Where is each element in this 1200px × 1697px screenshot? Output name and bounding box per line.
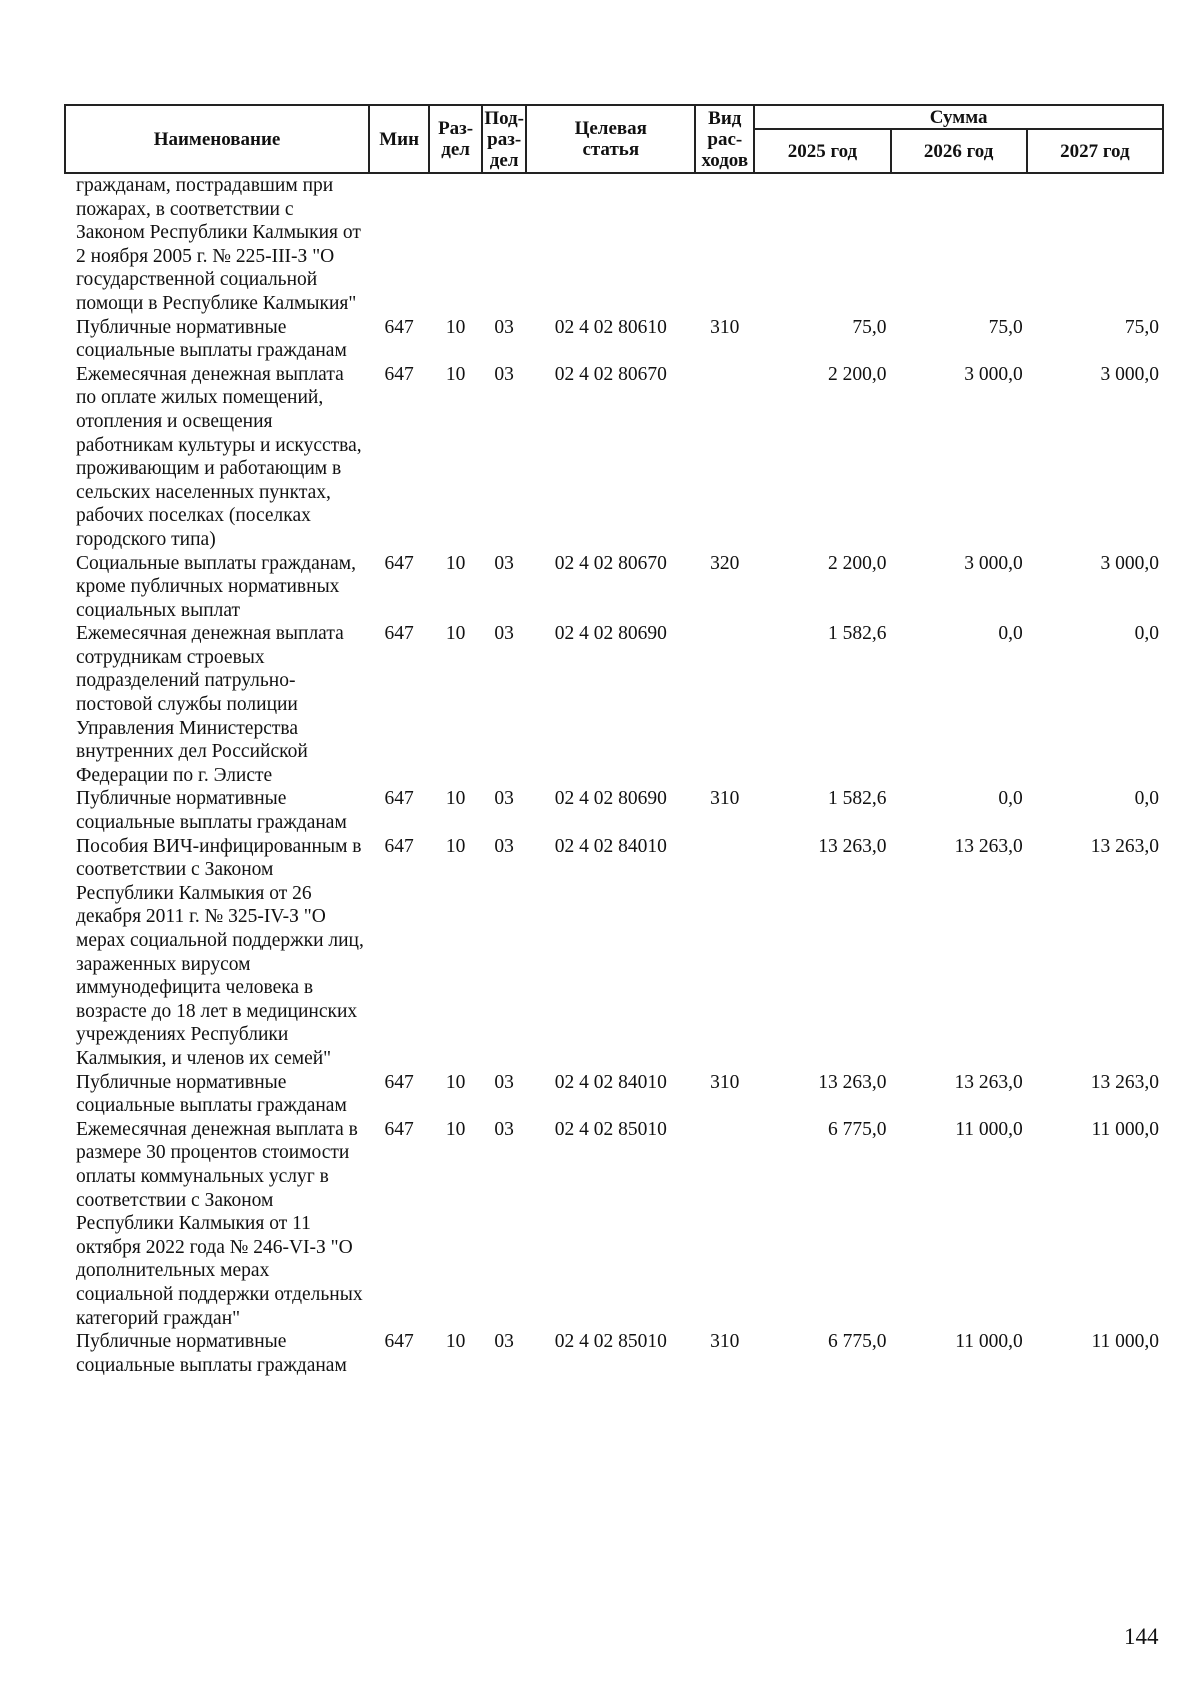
table-row: [65, 787, 1163, 834]
row-min: 647: [384, 623, 414, 645]
table-row: [65, 1071, 1163, 1118]
row-sum-2026: 13 263,0: [954, 835, 1023, 857]
row-tselevaya: 02 4 02 80690: [554, 623, 667, 645]
row-sum-2025: 75,0: [852, 316, 887, 338]
row-vid: 310: [710, 788, 740, 810]
row-sum-2025: 6 775,0: [828, 1331, 887, 1353]
table-row: [65, 173, 1163, 316]
row-min: 647: [384, 1118, 414, 1140]
row-min: 647: [384, 363, 414, 385]
header-vid: Вид рас- ходов: [695, 105, 754, 173]
row-sum-2025: 13 263,0: [818, 835, 887, 857]
row-podrazdel: [482, 173, 526, 316]
row-podrazdel: 03: [494, 1331, 514, 1353]
row-sum-2026: 3 000,0: [964, 363, 1023, 385]
row-vid: [695, 622, 754, 787]
row-min: 647: [384, 835, 414, 857]
budget-table: [64, 104, 1164, 1377]
row-min: 647: [384, 788, 414, 810]
header-summa: Сумма: [754, 105, 1163, 129]
row-sum-2026: 11 000,0: [955, 1331, 1023, 1353]
row-sum-2025: 13 263,0: [818, 1071, 887, 1093]
row-podrazdel: 03: [494, 623, 514, 645]
row-razdel: 10: [445, 1331, 466, 1353]
row-vid: 310: [710, 1331, 740, 1353]
row-sum-2027: 11 000,0: [1091, 1331, 1159, 1353]
row-razdel: 10: [445, 788, 466, 810]
row-tselevaya: [526, 173, 695, 316]
row-name: Ежемесячная денежная выплата сотрудникам строевых подразделений патрульно-постовой службы полиции Управления Министерства внутренних дел Российской Федерации по г. Элисте: [76, 623, 344, 786]
page-number: 144: [1124, 1624, 1159, 1649]
row-sum-2025: 2 200,0: [828, 552, 887, 574]
row-podrazdel: 03: [494, 788, 514, 810]
row-name: Пособия ВИЧ-инфицированным в соответствии с Законом Республики Калмыкия от 26 декабря 2011 г. № 325-IV-З "О мерах социальной поддержки лиц, зараженных вирусом иммунодефицита человека в возрасте до 18 лет в медицинских учреждениях Республики Калмыкия, и членов их семей": [76, 835, 364, 1069]
row-razdel: 10: [445, 835, 466, 857]
row-vid: 320: [710, 552, 740, 574]
row-podrazdel: 03: [494, 835, 514, 857]
document-page: [64, 104, 1164, 1377]
table-row: [65, 363, 1163, 552]
row-sum-2025: 1 582,6: [828, 788, 887, 810]
row-min: 647: [384, 552, 414, 574]
row-sum-2025: 1 582,6: [828, 623, 887, 645]
row-razdel: 10: [445, 623, 466, 645]
header-podrazdel: Под- раз- дел: [482, 105, 526, 173]
row-vid: [695, 835, 754, 1071]
row-sum-2027: 11 000,0: [1091, 1118, 1159, 1140]
table-row: [65, 1330, 1163, 1377]
row-sum-2027: 0,0: [1134, 788, 1159, 810]
row-name: Публичные нормативные социальные выплаты гражданам: [76, 1071, 347, 1117]
header-2026: 2026 год: [891, 129, 1027, 173]
row-sum-2027: 3 000,0: [1100, 363, 1159, 385]
row-sum-2026: 0,0: [998, 623, 1023, 645]
row-name: Социальные выплаты гражданам, кроме публичных нормативных социальных выплат: [76, 552, 357, 621]
row-tselevaya: 02 4 02 80610: [554, 316, 667, 338]
row-tselevaya: 02 4 02 80670: [554, 552, 667, 574]
row-vid: 310: [710, 316, 740, 338]
row-vid: [695, 173, 754, 316]
table-header: [65, 105, 1163, 173]
row-podrazdel: 03: [494, 363, 514, 385]
row-sum-2026: 11 000,0: [955, 1118, 1023, 1140]
row-vid: 310: [710, 1071, 740, 1093]
row-sum-2025: 6 775,0: [828, 1118, 887, 1140]
header-razdel: Раз- дел: [429, 105, 482, 173]
row-vid: [695, 1118, 754, 1330]
row-sum-2026: 13 263,0: [954, 1071, 1023, 1093]
table-row: [65, 835, 1163, 1071]
row-sum-2026: 0,0: [998, 788, 1023, 810]
row-name: Публичные нормативные социальные выплаты гражданам: [76, 788, 347, 834]
table-row: [65, 316, 1163, 363]
row-razdel: 10: [445, 363, 466, 385]
row-sum-2027: 3 000,0: [1100, 552, 1159, 574]
row-min: 647: [384, 1071, 414, 1093]
row-name: Ежемесячная денежная выплата в размере 30 процентов стоимости оплаты коммунальных услуг в соответствии с Законом Республики Калмыкия от 11 октября 2022 года № 246-VI-З "О дополнительных мерах социальной поддержки отдельных категорий граждан": [76, 1118, 363, 1329]
table-row: [65, 1118, 1163, 1330]
row-tselevaya: 02 4 02 80670: [554, 363, 667, 385]
row-vid: [695, 363, 754, 552]
row-sum-2027: 13 263,0: [1090, 835, 1159, 857]
row-sum-2026: [891, 173, 1027, 316]
table-row: [65, 552, 1163, 623]
row-name: гражданам, пострадавшим при пожарах, в соответствии с Законом Республики Калмыкия от 2 ноября 2005 г. № 225-III-З "О государственной социальной помощи в Республике Калмыкия": [76, 175, 361, 314]
row-tselevaya: 02 4 02 84010: [554, 835, 667, 857]
table-row: [65, 622, 1163, 787]
row-podrazdel: 03: [494, 552, 514, 574]
header-2027: 2027 год: [1027, 129, 1163, 173]
row-name: Публичные нормативные социальные выплаты гражданам: [76, 316, 347, 362]
row-min: [369, 173, 429, 316]
row-min: 647: [384, 316, 414, 338]
row-sum-2026: 3 000,0: [964, 552, 1023, 574]
row-name: Ежемесячная денежная выплата по оплате жилых помещений, отопления и освещения работникам культуры и искусства, проживающим и работающим в сельских населенных пунктах, рабочих поселках (поселках городского типа): [76, 363, 362, 550]
row-podrazdel: 03: [494, 1071, 514, 1093]
row-sum-2027: 75,0: [1124, 316, 1159, 338]
row-podrazdel: 03: [494, 316, 514, 338]
row-tselevaya: 02 4 02 80690: [554, 788, 667, 810]
row-razdel: [429, 173, 482, 316]
row-sum-2026: 75,0: [988, 316, 1023, 338]
row-razdel: 10: [445, 1071, 466, 1093]
row-tselevaya: 02 4 02 85010: [554, 1331, 667, 1353]
table-body: [65, 173, 1163, 1377]
row-razdel: 10: [445, 1118, 466, 1140]
header-2025: 2025 год: [754, 129, 890, 173]
row-razdel: 10: [445, 552, 466, 574]
row-razdel: 10: [445, 316, 466, 338]
row-tselevaya: 02 4 02 85010: [554, 1118, 667, 1140]
row-sum-2025: 2 200,0: [828, 363, 887, 385]
row-min: 647: [384, 1331, 414, 1353]
row-sum-2027: [1027, 173, 1163, 316]
row-name: Публичные нормативные социальные выплаты гражданам: [76, 1331, 347, 1376]
header-min: Мин: [369, 105, 429, 173]
row-podrazdel: 03: [494, 1118, 514, 1140]
row-sum-2025: [754, 173, 890, 316]
row-tselevaya: 02 4 02 84010: [554, 1071, 667, 1093]
row-sum-2027: 13 263,0: [1090, 1071, 1159, 1093]
header-tselevaya: Целевая статья: [526, 105, 695, 173]
header-name: Наименование: [65, 105, 369, 173]
row-sum-2027: 0,0: [1134, 623, 1159, 645]
